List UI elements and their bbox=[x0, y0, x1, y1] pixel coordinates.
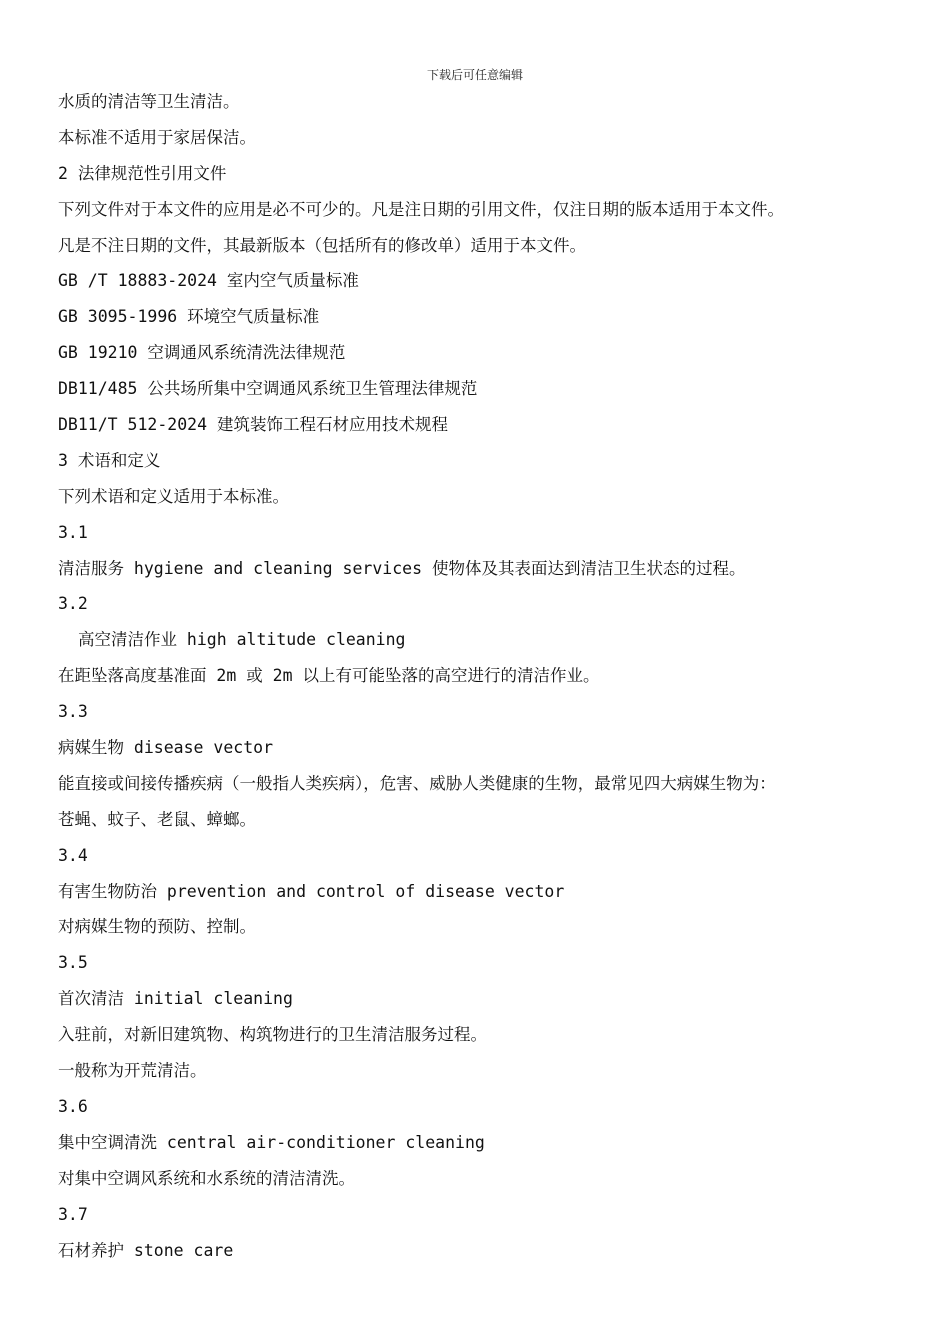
term-definition: 一般称为开荒清洁。 bbox=[58, 1061, 207, 1081]
term-title: 首次清洁 initial cleaning bbox=[58, 989, 293, 1009]
term-definition: 在距坠落高度基准面 2m 或 2m 以上有可能坠落的高空进行的清洁作业。 bbox=[58, 666, 600, 686]
term-title: 集中空调清洗 central air-conditioner cleaning bbox=[58, 1132, 485, 1152]
term-definition: 对病媒生物的预防、控制。 bbox=[58, 917, 256, 937]
term-definition: 清洁服务 hygiene and cleaning services 使物体及其表面达到清洁卫生状态的过程。 bbox=[58, 558, 746, 578]
reference-item: DB11/T 512-2024 建筑装饰工程石材应用技术规程 bbox=[58, 415, 448, 435]
clause-number: 3.3 bbox=[58, 702, 88, 722]
term-definition: 入驻前，对新旧建筑物、构筑物进行的卫生清洁服务过程。 bbox=[58, 1025, 487, 1045]
section-heading: 3 术语和定义 bbox=[58, 450, 161, 470]
section-heading: 2 法律规范性引用文件 bbox=[58, 163, 227, 183]
term-title: 高空清洁作业 high altitude cleaning bbox=[78, 630, 406, 650]
page-header: 下载后可任意编辑 bbox=[426, 68, 523, 82]
clause-number: 3.2 bbox=[58, 594, 88, 614]
term-definition: 对集中空调风系统和水系统的清洁清洗。 bbox=[58, 1168, 355, 1188]
clause-number: 3.1 bbox=[58, 522, 88, 542]
paragraph-line: 凡是不注日期的文件，其最新版本（包括所有的修改单）适用于本文件。 bbox=[58, 235, 586, 255]
paragraph-line: 水质的清洁等卫生清洁。 bbox=[58, 92, 240, 111]
reference-item: GB /T 18883-2024 室内空气质量标准 bbox=[58, 271, 359, 291]
clause-number: 3.7 bbox=[58, 1204, 88, 1224]
document-body bbox=[58, 84, 938, 1268]
clause-number: 3.6 bbox=[58, 1096, 88, 1116]
clause-number: 3.4 bbox=[58, 845, 88, 865]
term-definition: 能直接或间接传播疾病（一般指人类疾病），危害、威胁人类健康的生物，最常见四大病媒生物为： bbox=[58, 773, 776, 793]
paragraph-line: 本标准不适用于家居保洁。 bbox=[58, 127, 256, 147]
reference-item: DB11/485 公共场所集中空调通风系统卫生管理法律规范 bbox=[58, 379, 478, 399]
term-title: 有害生物防治 prevention and control of disease vector bbox=[58, 881, 565, 901]
paragraph-line: 下列文件对于本文件的应用是必不可少的。凡是注日期的引用文件，仅注日期的版本适用于本文件。 bbox=[58, 199, 784, 219]
term-title: 病媒生物 disease vector bbox=[58, 738, 274, 758]
paragraph-line: 下列术语和定义适用于本标准。 bbox=[58, 486, 289, 506]
term-title: 石材养护 stone care bbox=[58, 1240, 234, 1260]
clause-number: 3.5 bbox=[58, 953, 88, 973]
reference-item: GB 19210 空调通风系统清洗法律规范 bbox=[58, 343, 346, 363]
term-definition: 苍蝇、蚊子、老鼠、蟑螂。 bbox=[58, 809, 256, 829]
reference-item: GB 3095-1996 环境空气质量标准 bbox=[58, 307, 320, 327]
